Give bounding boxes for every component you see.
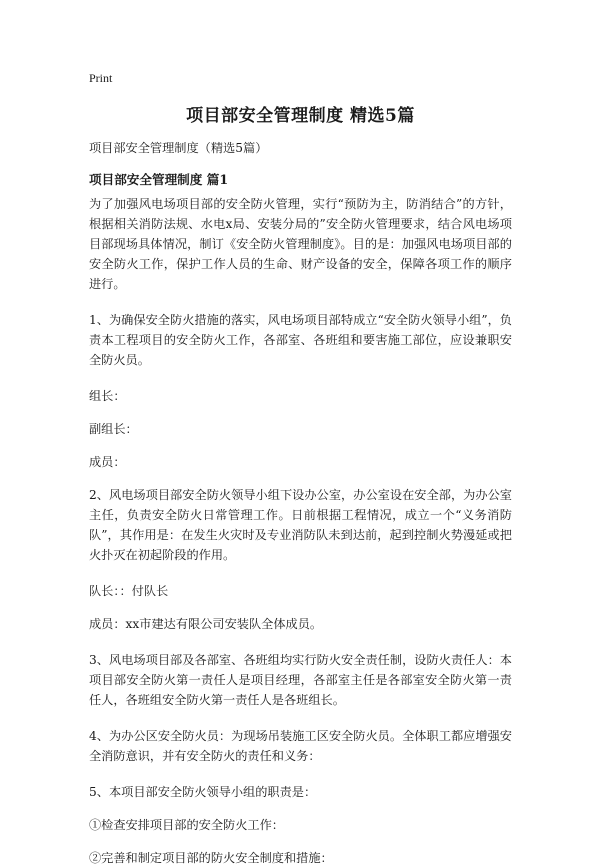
paragraph-members: 成员： [89, 455, 126, 469]
paragraph-team-leader: 组长： [89, 389, 126, 403]
paragraph-item-1: 1、为确保安全防火措施的落实，风电场项目部特成立“安全防火领导小组”，负责本工程项目的安全防火工作，各部室、各班组和要害施工部位，应设兼职安全防火员。 [89, 313, 512, 367]
paragraph-duty-1: ①检查安排项目部的安全防火工作： [89, 818, 284, 832]
paragraph-item-4: 4、为办公区安全防火员：为现场吊装施工区安全防火员。全体职工都应增强安全消防意识，并有安全防火的责任和义务： [89, 729, 512, 763]
paragraph-deputy-leader: 副组长： [89, 422, 138, 436]
section-heading: 项目部安全管理制度 篇1 [89, 172, 229, 187]
paragraph-item-2: 2、风电场项目部安全防火领导小组下设办公室，办公室设在安全部，为办公室主任，负责安全防火日常管理工作。日前根据工程情况，成立一个“义务消防队”，其作用是：在发生火灾时及专业消防队未到达前，起到控制火势漫延或把火扑灭在初起阶段的作用。 [89, 488, 512, 562]
paragraph-duty-2: ②完善和制定项目部的防火安全制度和措施： [89, 851, 333, 865]
document-title: 项目部安全管理制度 精选5篇 [186, 106, 415, 126]
paragraph-item-3: 3、风电场项目部及各部室、各班组均实行防火安全责任制，设防火责任人：本项目部安全防火第一责任人是项目经理，各部室主任是各部室安全防火第一责任人，各班组安全防火第一责任人是各班组长。 [89, 653, 512, 707]
print-label: Print [89, 71, 113, 85]
paragraph-team-members: 成员：xx市建达有限公司安装队全体成员。 [89, 617, 323, 631]
paragraph-intro: 为了加强风电场项目部的安全防火管理，实行“预防为主，防消结合”的方针，根据相关消防法规、水电x局、安装分局的”安全防火管理要求，结合风电场项目部现场具体情况，制订《安全防火管理制度》。目的是：加强风电场项目部的安全防火工作，保护工作人员的生命、财产设备的安全，保障各项工作的顺序进行。 [89, 197, 512, 291]
document-subtitle: 项目部安全管理制度（精选5篇） [89, 141, 268, 155]
paragraph-captain: 队长：：付队长 [89, 584, 169, 598]
paragraph-item-5: 5、本项目部安全防火领导小组的职责是： [89, 785, 317, 799]
